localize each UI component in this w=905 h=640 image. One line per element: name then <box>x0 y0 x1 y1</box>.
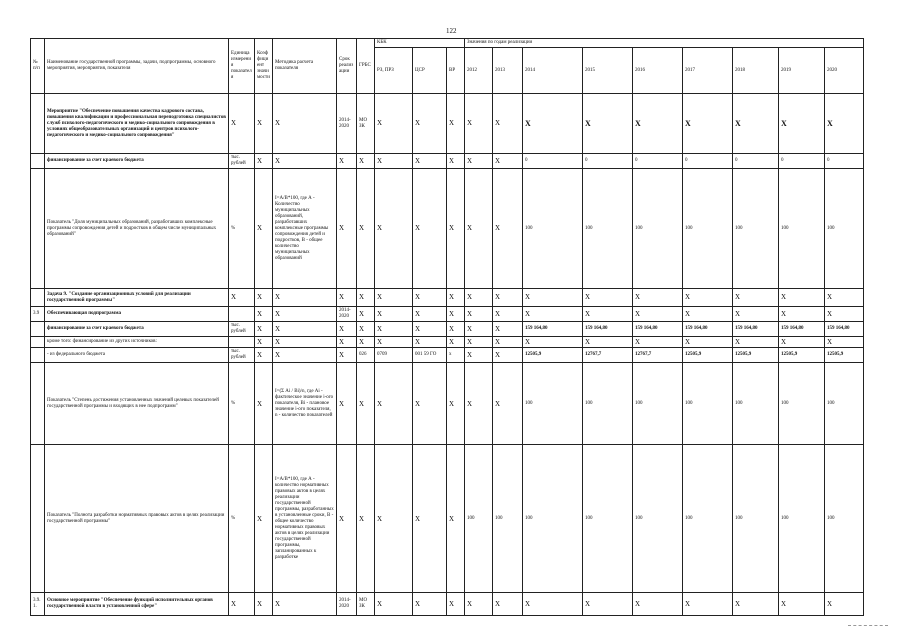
cell-method: X <box>273 337 337 348</box>
cell-csr: X <box>413 94 447 154</box>
header-unit: Единица измерения показателя <box>229 39 255 94</box>
table-row <box>31 348 864 363</box>
cell-num <box>31 348 45 363</box>
table-row <box>31 337 864 348</box>
cell-unit: X <box>229 94 255 154</box>
cell-y2013: X <box>493 363 523 445</box>
cell-grbs: X <box>357 169 375 289</box>
cell-year-value: X <box>523 94 583 154</box>
table-row <box>31 289 864 307</box>
cell-name: Задача 9. "Создание организационных условий для реализации государственной программы" <box>45 289 229 307</box>
cell-rz: X <box>375 363 413 445</box>
cell-csr: X <box>413 445 447 593</box>
cell-rz: X <box>375 337 413 348</box>
cell-grbs: X <box>357 307 375 322</box>
cell-year-value: 159 164,80 <box>633 322 683 337</box>
cell-year-value: 100 <box>733 169 779 289</box>
cell-year-value: X <box>633 593 683 616</box>
cell-num <box>31 363 45 445</box>
cell-method: X <box>273 289 337 307</box>
cell-unit: % <box>229 169 255 289</box>
cell-year-value: X <box>779 337 825 348</box>
cell-year-value: 100 <box>583 445 633 593</box>
cell-year-value: 100 <box>523 445 583 593</box>
header-year: 2015 <box>583 48 633 94</box>
cell-vr: X <box>447 289 465 307</box>
cell-unit: X <box>229 289 255 307</box>
cell-year-value: 159 164,80 <box>733 322 779 337</box>
cell-coef: X <box>255 348 273 363</box>
cell-grbs: X <box>357 289 375 307</box>
cell-year-value: 0 <box>683 154 733 169</box>
cell-csr: X <box>413 593 447 616</box>
cell-coef: X <box>255 337 273 348</box>
cell-unit: % <box>229 363 255 445</box>
cell-year-value: 100 <box>779 363 825 445</box>
cell-year-value: 100 <box>825 445 864 593</box>
cell-rz: X <box>375 94 413 154</box>
cell-unit: X <box>229 593 255 616</box>
cell-year-value: X <box>683 593 733 616</box>
cell-coef: X <box>255 307 273 322</box>
cell-year-value: 159 164,80 <box>825 322 864 337</box>
cell-year-value: X <box>683 337 733 348</box>
cell-y2013: X <box>493 593 523 616</box>
cell-y2013: X <box>493 307 523 322</box>
cell-year-value: 0 <box>583 154 633 169</box>
cell-y2013: X <box>493 94 523 154</box>
cell-vr: X <box>447 445 465 593</box>
cell-y2012: X <box>465 348 493 363</box>
cell-year-value: X <box>733 94 779 154</box>
cell-year-value: X <box>733 307 779 322</box>
cell-year-value: X <box>825 307 864 322</box>
cell-grbs: X <box>357 337 375 348</box>
cell-name: Основное мероприятие "Обеспечение функций исполнительных органов государственной власти в установленной сфере" <box>45 593 229 616</box>
cell-year-value: X <box>523 289 583 307</box>
table-row <box>31 322 864 337</box>
cell-coef: X <box>255 363 273 445</box>
cell-rz: X <box>375 307 413 322</box>
cell-name: Показатель "Доля муниципальных образований, разработавших комплексные программы сопровождения детей и подростков в общем числе муниципальных образований" <box>45 169 229 289</box>
cell-year-value: 12505,9 <box>825 348 864 363</box>
cell-unit: тыс. рублей <box>229 348 255 363</box>
cell-year-value: X <box>523 593 583 616</box>
cell-term: X <box>337 169 357 289</box>
cell-year-value: X <box>683 94 733 154</box>
cell-y2012: X <box>465 593 493 616</box>
cell-csr: X <box>413 154 447 169</box>
cell-vr: X <box>447 307 465 322</box>
cell-coef: X <box>255 593 273 616</box>
header-kbk: КБК <box>375 39 465 48</box>
cell-year-value: 0 <box>779 154 825 169</box>
cell-y2013: X <box>493 322 523 337</box>
cell-method: X <box>273 94 337 154</box>
cell-year-value: 100 <box>633 445 683 593</box>
cell-y2012: 100 <box>465 445 493 593</box>
cell-grbs: X <box>357 154 375 169</box>
cell-year-value: 0 <box>523 154 583 169</box>
cell-vr: X <box>447 169 465 289</box>
cell-y2012: X <box>465 154 493 169</box>
cell-year-value: 0 <box>733 154 779 169</box>
cell-grbs: X <box>357 363 375 445</box>
cell-name: - из федерального бюджета <box>45 348 229 363</box>
header-year: 2012 <box>465 48 493 94</box>
cell-method: I=A/B*100, где А - количество нормативных правовых актов в целях реализации государственной программы, разработанных в установленные сроки, В - общее количество нормативных правовых актов в целях реализации государственной программы, запланированных к разработке <box>273 445 337 593</box>
header-term: Срок реализации <box>337 39 357 94</box>
cell-grbs: МО ЗК <box>357 593 375 616</box>
cell-grbs: X <box>357 445 375 593</box>
cell-unit: % <box>229 445 255 593</box>
cell-year-value: X <box>583 307 633 322</box>
header-row-1 <box>31 39 864 48</box>
cell-num: 3.9.1. <box>31 593 45 616</box>
header-year: 2016 <box>633 48 683 94</box>
cell-year-value: 0 <box>633 154 683 169</box>
cell-num <box>31 322 45 337</box>
header-rz: РЗ, ПРЗ <box>375 48 413 94</box>
cell-num <box>31 154 45 169</box>
cell-term: X <box>337 363 357 445</box>
cell-method: X <box>273 593 337 616</box>
cell-year-value: 100 <box>633 169 683 289</box>
cell-year-value: 12767,7 <box>633 348 683 363</box>
cell-name: финансирование за счет краевого бюджета <box>45 322 229 337</box>
table-row <box>31 593 864 616</box>
cell-y2012: X <box>465 307 493 322</box>
cell-year-value: 100 <box>683 169 733 289</box>
cell-year-value: 159 164,80 <box>779 322 825 337</box>
cell-year-value: 100 <box>779 445 825 593</box>
table-row <box>31 445 864 593</box>
table-row <box>31 94 864 154</box>
cell-year-value: X <box>633 307 683 322</box>
cell-y2013: 100 <box>493 445 523 593</box>
cell-coef: X <box>255 289 273 307</box>
table-row <box>31 363 864 445</box>
page-number: 122 <box>446 27 457 35</box>
cell-csr: 001 59 ГО <box>413 348 447 363</box>
cell-y2012: X <box>465 322 493 337</box>
cell-vr: X <box>447 363 465 445</box>
header-year: 2018 <box>733 48 779 94</box>
cell-year-value: X <box>583 289 633 307</box>
table-row <box>31 154 864 169</box>
cell-y2012: X <box>465 94 493 154</box>
cell-y2012: X <box>465 289 493 307</box>
cell-y2012: X <box>465 363 493 445</box>
cell-method: X <box>273 322 337 337</box>
cell-vr: x <box>447 348 465 363</box>
cell-year-value: X <box>583 94 633 154</box>
cell-year-value: X <box>733 289 779 307</box>
cell-year-value: 100 <box>733 445 779 593</box>
cell-num <box>31 169 45 289</box>
header-name: Наименование государственной программы, задачи, подпрограммы, основного мероприятия, мероприятия, показателя <box>45 39 229 94</box>
cell-unit: тыс. рублей <box>229 154 255 169</box>
cell-year-value: 100 <box>633 363 683 445</box>
cell-year-value: 12505,9 <box>683 348 733 363</box>
cell-name: Показатель "Полнота разработки нормативных правовых актов в целях реализации государственной программы" <box>45 445 229 593</box>
cell-method: X <box>273 307 337 322</box>
cell-year-value: 100 <box>733 363 779 445</box>
cell-year-value: 100 <box>683 445 733 593</box>
cell-year-value: 159 164,80 <box>523 322 583 337</box>
cell-name: Обеспечивающая подпрограмма <box>45 307 229 322</box>
cell-csr: X <box>413 169 447 289</box>
header-year: 2019 <box>779 48 825 94</box>
cell-unit <box>229 307 255 322</box>
cell-y2013: X <box>493 348 523 363</box>
cell-rz: X <box>375 445 413 593</box>
cell-grbs: МО ЗК <box>357 94 375 154</box>
indicators-table <box>30 38 864 616</box>
cell-y2013: X <box>493 337 523 348</box>
cell-year-value: X <box>583 593 633 616</box>
cell-vr: X <box>447 322 465 337</box>
cell-year-value: 100 <box>583 169 633 289</box>
cell-coef: X <box>255 169 273 289</box>
cell-method: X <box>273 154 337 169</box>
cell-year-value: 100 <box>825 363 864 445</box>
header-year: 2013 <box>493 48 523 94</box>
cell-year-value: X <box>633 289 683 307</box>
cell-year-value: X <box>779 289 825 307</box>
cell-year-value: X <box>633 94 683 154</box>
cell-year-value: X <box>825 289 864 307</box>
cell-vr: X <box>447 154 465 169</box>
cell-num <box>31 289 45 307</box>
cell-term: X <box>337 154 357 169</box>
cell-unit <box>229 337 255 348</box>
cell-year-value: X <box>779 307 825 322</box>
header-csr: ЦСР <box>413 48 447 94</box>
cell-year-value: 100 <box>825 169 864 289</box>
cell-year-value: 100 <box>523 363 583 445</box>
cell-year-value: X <box>633 337 683 348</box>
cell-term: 2014-2020 <box>337 593 357 616</box>
cell-year-value: 12505,9 <box>733 348 779 363</box>
cell-year-value: 0 <box>825 154 864 169</box>
cell-year-value: 100 <box>779 169 825 289</box>
cell-year-value: X <box>825 593 864 616</box>
cell-year-value: 159 164,80 <box>683 322 733 337</box>
cell-grbs: X <box>357 322 375 337</box>
cell-year-value: X <box>825 94 864 154</box>
cell-year-value: X <box>779 94 825 154</box>
cell-grbs: 026 <box>357 348 375 363</box>
header-year: 2014 <box>523 48 583 94</box>
cell-year-value: 100 <box>523 169 583 289</box>
header-year: 2020 <box>825 48 864 94</box>
cell-y2013: X <box>493 169 523 289</box>
cell-year-value: 100 <box>683 363 733 445</box>
scan-artifact-line <box>848 625 888 627</box>
cell-method: I=(Σ Ai / Bi)/n, где Ai - фактическое значение i-ого показателя, Bi - плановое значение i-ого показателя, n - количество показателей <box>273 363 337 445</box>
cell-coef: X <box>255 154 273 169</box>
cell-term: X <box>337 348 357 363</box>
cell-year-value: 12505,9 <box>779 348 825 363</box>
cell-year-value: X <box>825 337 864 348</box>
cell-term: X <box>337 445 357 593</box>
cell-year-value: X <box>733 593 779 616</box>
cell-year-value: 159 164,80 <box>583 322 633 337</box>
cell-coef: X <box>255 445 273 593</box>
cell-term: X <box>337 337 357 348</box>
cell-rz: X <box>375 154 413 169</box>
cell-y2012: X <box>465 169 493 289</box>
cell-term: 2014-2020 <box>337 94 357 154</box>
header-vr: ВР <box>447 48 465 94</box>
cell-rz: 0709 <box>375 348 413 363</box>
header-year: 2017 <box>683 48 733 94</box>
cell-term: X <box>337 322 357 337</box>
cell-rz: X <box>375 593 413 616</box>
cell-unit: тыс. рублей <box>229 322 255 337</box>
cell-year-value: X <box>583 337 633 348</box>
cell-year-value: X <box>683 307 733 322</box>
table-row <box>31 169 864 289</box>
header-num: № п/п <box>31 39 45 94</box>
cell-year-value: 12505,9 <box>523 348 583 363</box>
cell-name: кроме того: финансирование из других источников: <box>45 337 229 348</box>
cell-year-value: 12767,7 <box>583 348 633 363</box>
cell-name: финансирование за счет краевого бюджета <box>45 154 229 169</box>
cell-rz: X <box>375 169 413 289</box>
cell-year-value: X <box>523 337 583 348</box>
cell-vr: X <box>447 593 465 616</box>
cell-num <box>31 445 45 593</box>
cell-y2013: X <box>493 289 523 307</box>
cell-year-value: X <box>523 307 583 322</box>
cell-csr: X <box>413 307 447 322</box>
cell-rz: X <box>375 289 413 307</box>
cell-year-value: 100 <box>583 363 633 445</box>
cell-y2013: X <box>493 154 523 169</box>
cell-term: X <box>337 289 357 307</box>
cell-method: I=A/B*100, где А - Количество муниципальных образований, разработавших комплексные программы сопровождения детей и подростков, В - общее количество муниципальных образований <box>273 169 337 289</box>
header-coef: Коэффициент значимости <box>255 39 273 94</box>
table-row <box>31 307 864 322</box>
cell-csr: X <box>413 337 447 348</box>
header-years-group: Значения по годам реализации <box>465 39 864 48</box>
cell-num: 3.9 <box>31 307 45 322</box>
cell-method: X <box>273 348 337 363</box>
cell-term: 2014-2020 <box>337 307 357 322</box>
header-method: Методика расчета показателя <box>273 39 337 94</box>
cell-coef: X <box>255 94 273 154</box>
header-grbs: ГРБС <box>357 39 375 94</box>
cell-num <box>31 337 45 348</box>
cell-csr: X <box>413 363 447 445</box>
cell-rz: X <box>375 322 413 337</box>
cell-coef: X <box>255 322 273 337</box>
cell-name: Показатель "Степень достижения установленных значений целевых показателей государственной программы и входящих в нее подпрограмм" <box>45 363 229 445</box>
cell-num <box>31 94 45 154</box>
cell-name: Мероприятие "Обеспечение повышения качества кадрового состава, повышения квалификации и профессиональная переподготовка специалистов служб психолого-педагогического и медико-социального сопровождения в условиях общеобразовательных организаций и центров психолого-педагогического и медико-социального сопровождения" <box>45 94 229 154</box>
cell-csr: X <box>413 322 447 337</box>
cell-year-value: X <box>733 337 779 348</box>
cell-y2012: X <box>465 337 493 348</box>
cell-csr: X <box>413 289 447 307</box>
cell-year-value: X <box>683 289 733 307</box>
cell-vr: X <box>447 337 465 348</box>
cell-year-value: X <box>779 593 825 616</box>
cell-vr: X <box>447 94 465 154</box>
